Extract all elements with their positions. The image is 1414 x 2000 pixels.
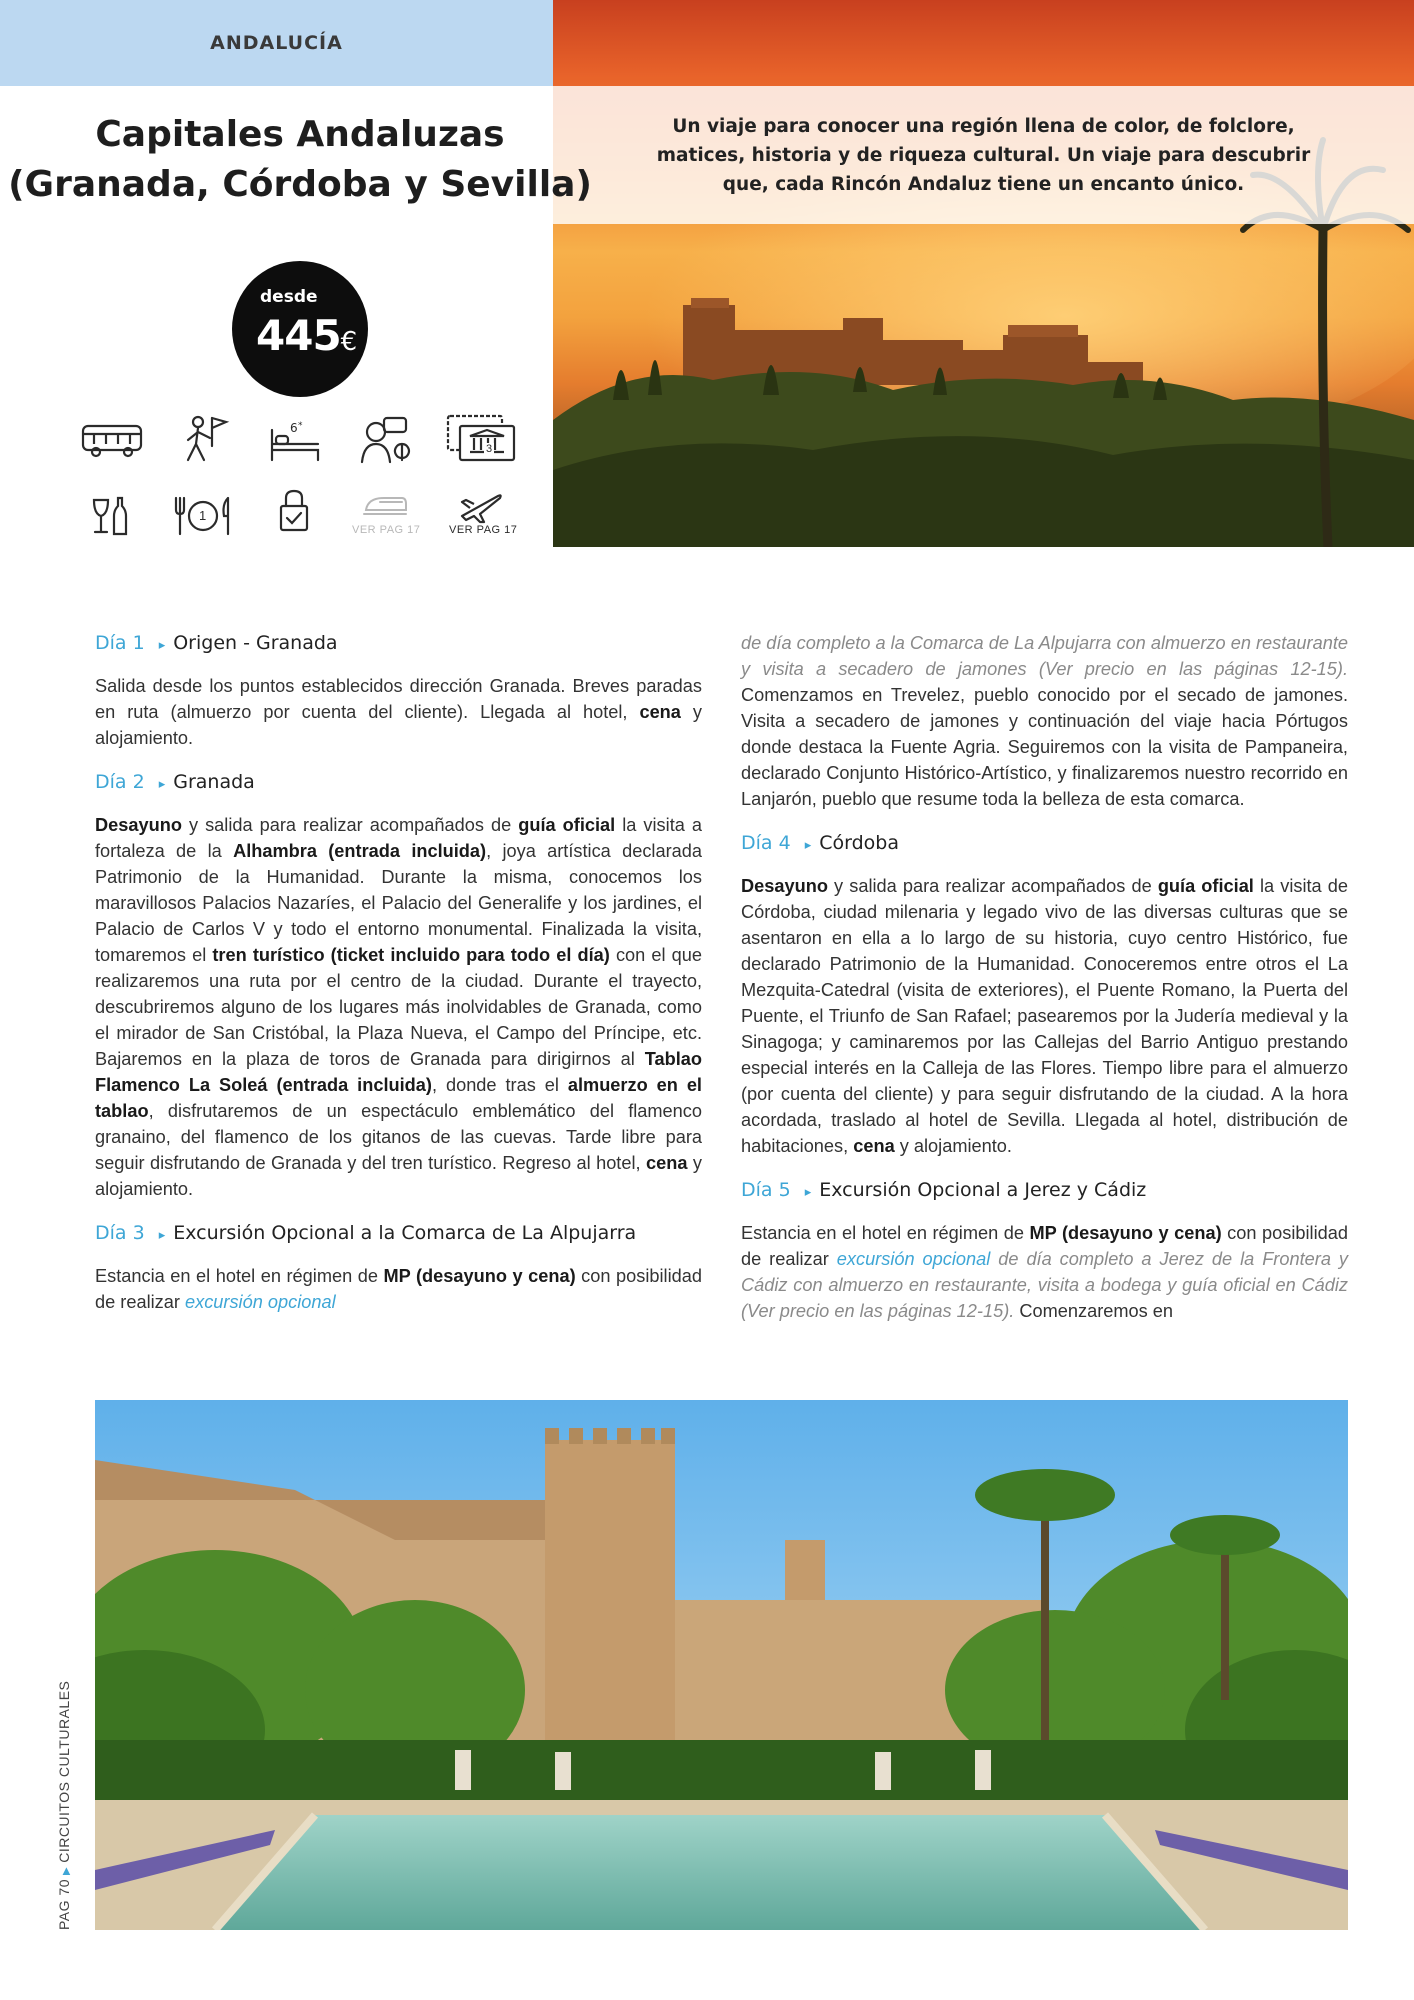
hotel-bed-icon [268,418,322,464]
region-header [0,0,553,86]
day-5-text: Estancia en el hotel en régimen de MP (desayuno y cena) con posibilidad de realizar excursión opcional de día completo a Jerez de la Frontera y Cádiz con almuerzo en restaurante, visita a bodega y guía oficial en Cádiz (Ver precio en las páginas 12-15). Comenzaremos en [741,1223,1348,1321]
optional-excursion-link[interactable]: excursión opcional [836,1249,991,1269]
hero-photo [553,0,1414,547]
day-5-heading [741,1177,1348,1206]
intro-text: Un viaje para conocer una región llena de color, de folclore, matices, historia y de riqueza cultural. Un viaje para descubrir que, cada Rincón Andaluz tiene un encanto único. [656,115,1311,195]
day-1-text: Salida desde los puntos establecidos dirección Granada. Breves paradas en ruta (almuerzo por cuenta del cliente). Llegada al hotel, cena y alojamiento. [95,676,702,748]
day-1-label: Día 1 [95,632,145,654]
meals-icon [170,494,236,538]
plane-page-ref: VER PAG 17 [449,524,518,536]
price-currency: € [340,327,357,357]
arrow-icon: ▸ [158,777,166,792]
itinerary-right-column [741,630,1348,1342]
day-4-text: Desayuno y salida para realizar acompañados de guía oficial la visita de Córdoba, ciudad milenaria y legado vivo de las diversas culturas que se asentaron en ella a lo largo de su historia, cuyo centro Histórico, fue declarado Patrimonio de la Humanidad. Conoceremos entre otros el La Mezquita-Catedral (visita de exteriores), el Puente Romano, la Puerta del Puente, el Triunfo de San Rafael; pasearemos por la Judería medieval y la Sinagoga; y caminaremos por las Callejas del Barrio Antiguo prestando especial interés en la Calleja de las Flores. Tiempo libre para el almuerzo (por cuenta del cliente) y para seguir disfrutando de la ciudad. A la hora acordada, traslado al hotel de Sevilla. Llegada al hotel, distribución de habitaciones, cena y alojamiento. [741,876,1349,1156]
plane-icon [458,490,502,524]
alcazar-garden-illustration [95,1400,1348,1930]
arrow-icon: ▸ [158,638,166,653]
price-amount: 445€ [256,311,357,360]
svg-text:*: * [298,421,303,431]
day-3-text-start: Estancia en el hotel en régimen de MP (desayuno y cena) con posibilidad de realizar excursión opcional [95,1266,702,1312]
day-1-title: Origen - Granada [173,632,338,654]
triangle-icon: ▶ [61,1866,72,1875]
day-3-heading [95,1220,702,1249]
title-line-1: Capitales Andaluzas [95,114,505,155]
page-footer-label [56,1681,72,1930]
price-from-label: desde [260,287,318,307]
train-icon [362,492,408,516]
wine-icon [90,494,130,538]
train-page-ref: VER PAG 17 [352,524,421,536]
optional-excursion-link[interactable]: excursión opcional [184,1292,336,1312]
guide-flag-icon [178,412,232,466]
day-2-title: Granada [173,771,255,793]
region-label: ANDALUCÍA [210,32,343,54]
price-badge [232,261,368,397]
alcazar-garden-photo [95,1400,1348,1930]
day-3-text-continued: de día completo a la Comarca de La Alpujarra con almuerzo en restaurante y visita a secadero de jamones (Ver precio en las páginas 12-15). Comenzamos en Trevelez, pueblo conocido por el secado de jamones. Visita a secadero de jamones y continuación del viaje hacia Pórtugos donde destaca la Fuente Agria. Seguiremos con la visita de Pampaneira, declarado Conjunto Histórico-Artístico, y finalizaremos nuestro recorrido en Lanjarón, pueblo que resume toda la belleza de esta comarca. [741,633,1348,809]
day-2-heading [95,769,702,798]
insurance-icon [278,488,310,534]
day-1-heading [95,630,702,659]
day-5-title: Excursión Opcional a Jerez y Cádiz [819,1179,1147,1201]
day-4-title: Córdoba [819,832,899,854]
tickets-count: 3 [486,443,493,455]
title-line-2: (Granada, Córdoba y Sevilla) [8,164,592,205]
bus-icon [80,420,146,460]
meals-count: 1 [199,508,207,523]
monument-tickets-icon [446,412,518,464]
arrow-icon: ▸ [804,1185,812,1200]
section-name: CIRCUITOS CULTURALES [56,1680,72,1863]
page-number: PAG 70 [56,1879,72,1930]
page-title [0,110,600,210]
day-3-label: Día 3 [95,1222,145,1244]
day-4-heading [741,830,1348,859]
intro-banner [553,86,1414,224]
arrow-icon: ▸ [158,1228,166,1243]
arrow-icon: ▸ [804,838,812,853]
day-2-text: Desayuno y salida para realizar acompañados de guía oficial la visita a fortaleza de la Alhambra (entrada incluida), joya artística declarada Patrimonio de la Humanidad. Durante la misma, conocemos los maravillosos Palacios Nazaríes, el Palacio del Generalife y los jardines, el Palacio de Carlos V y todo el entorno monumental. Finalizada la visita, tomaremos el tren turístico (ticket incluido para todo el día) con el que realizaremos una ruta por el centro de la ciudad. Durante el trayecto, descubriremos alguno de los lugares más inolvidables de Granada, como el mirador de San Cristóbal, la Plaza Nueva, el Campo del Príncipe, etc. Bajaremos en la plaza de toros de Granada para dirigirnos al Tablao Flamenco La Soleá (entrada incluida), donde tras el almuerzo en el tablao, disfrutaremos de un espectáculo emblemático del flamenco granaino, del flamenco de los gitanos de las cuevas. Tarde libre para seguir disfrutando de Granada y del tren turístico. Regreso al hotel, cena y alojamiento. [95,815,702,1199]
day-5-label: Día 5 [741,1179,791,1201]
itinerary-left-column [95,630,702,1333]
day-3-title: Excursión Opcional a la Comarca de La Alpujarra [173,1222,637,1244]
local-guide-icon [358,414,414,468]
alhambra-sunset-illustration [553,0,1414,547]
day-4-label: Día 4 [741,832,791,854]
day-2-label: Día 2 [95,771,145,793]
svg-text:6: 6 [290,421,298,435]
